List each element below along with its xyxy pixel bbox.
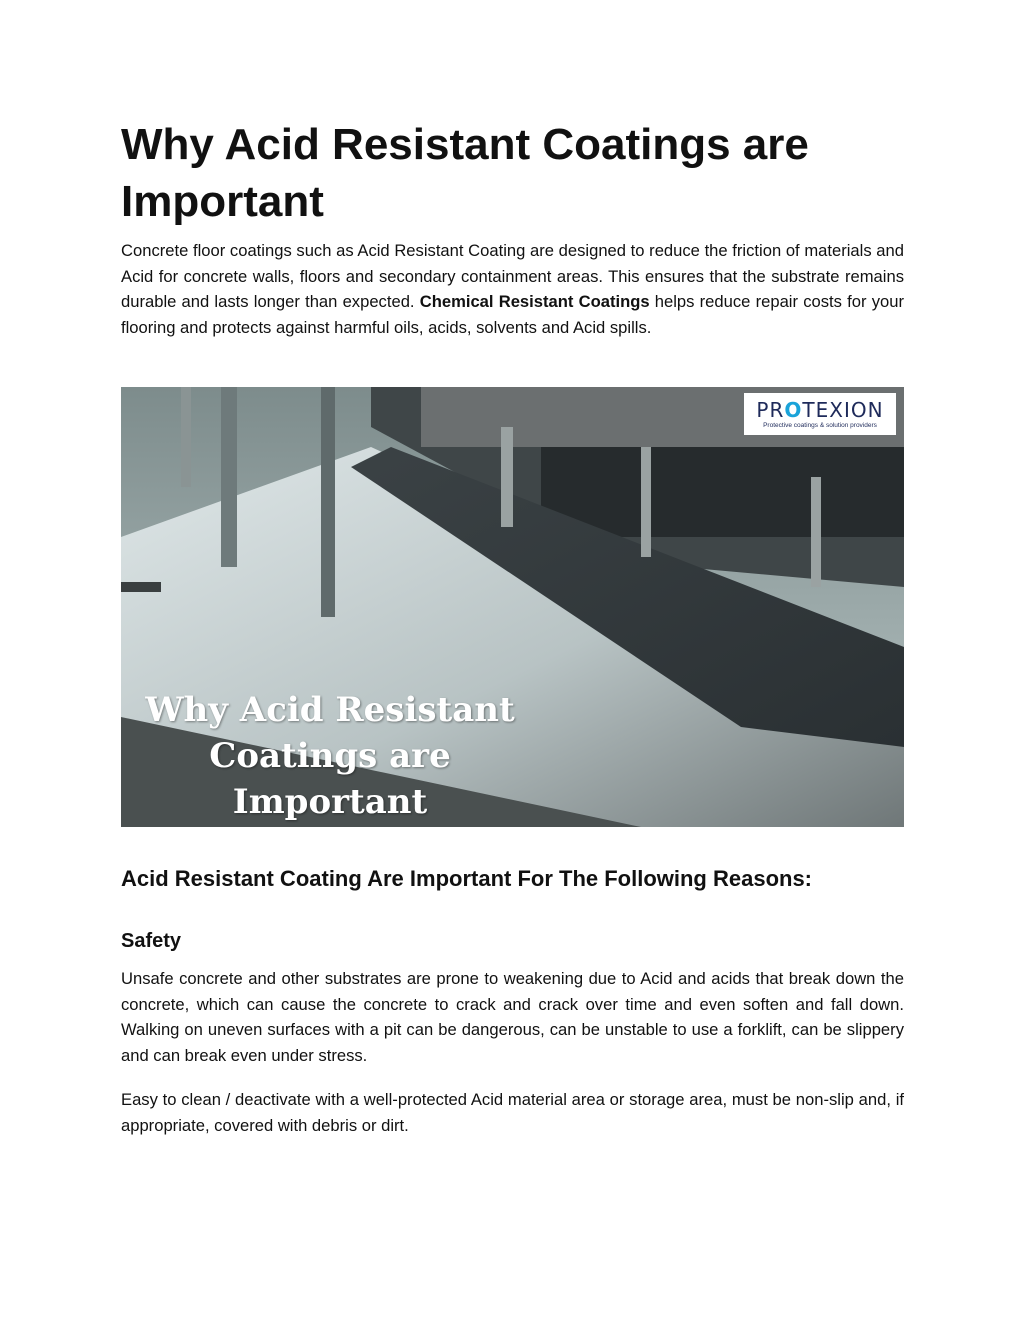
hero-caption [125, 687, 535, 825]
page-title: Why Acid Resistant Coatings are Important [121, 120, 809, 226]
safety-subheading: Safety [121, 930, 182, 952]
logo-drop-icon: O [784, 397, 803, 422]
hero-image [121, 387, 904, 827]
chemical-resistant-coatings-link-text: Chemical Resistant Coatings [419, 292, 650, 311]
protexion-logo [744, 393, 896, 435]
cleaning-paragraph: Easy to clean / deactivate with a well-protected Acid material area or storage area, must be non-slip and, if appropriate, covered with debris or dirt. [121, 1090, 904, 1135]
intro-text-after: helps reduce repair costs for your flooring and protects against harmful oils, acids, solvents and Acid spills. [121, 292, 904, 337]
section-heading: Acid Resistant Coating Are Important For The Following Reasons: [121, 866, 813, 891]
intro-text: Concrete floor coatings such as Acid Resistant Coating are designed to reduce the friction of materials and Acid for concrete walls, floors and secondary containment areas. This ensures that the substrate remains durable and lasts longer than expected. [121, 241, 904, 311]
hero-caption-line-2: Coatings are [209, 736, 451, 776]
intro-paragraph [121, 238, 904, 340]
logo-wordmark: PROTEXION [756, 397, 884, 422]
hero-caption-line-1: Why Acid Resistant [145, 690, 515, 730]
safety-paragraph: Unsafe concrete and other substrates are prone to weakening due to Acid and acids that break down the concrete, which can cause the concrete to crack and crack over time and even soften and fall down. Walking on uneven surfaces with a pit can be dangerous, can be unstable to use a forklift, can be slippery and can break even under stress. [121, 969, 904, 1065]
hero-caption-line-3: Important [232, 782, 428, 822]
logo-tagline: Protective coatings & solution providers [763, 421, 877, 429]
